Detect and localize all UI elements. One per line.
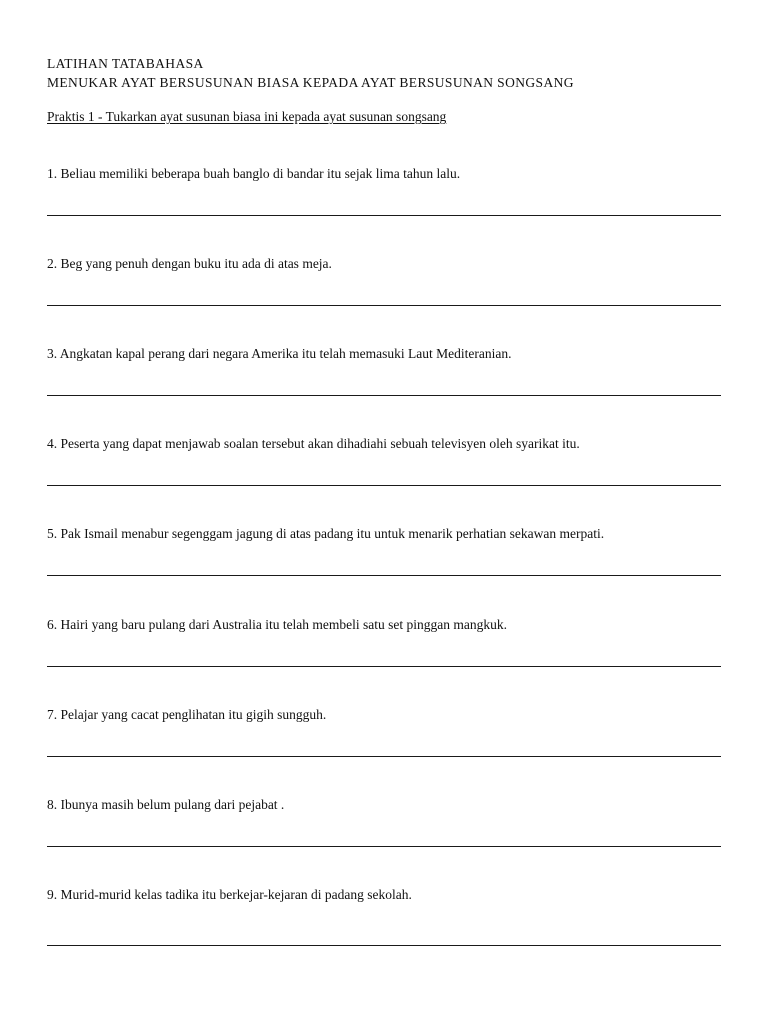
answer-line[interactable]	[47, 395, 721, 396]
question-text: 8. Ibunya masih belum pulang dari pejabat .	[47, 797, 285, 812]
question-text: 3. Angkatan kapal perang dari negara Amerika itu telah memasuki Laut Mediteranian.	[47, 346, 512, 361]
practice-instruction: Praktis 1 - Tukarkan ayat susunan biasa ini kepada ayat susunan songsang	[47, 109, 447, 124]
question-item	[47, 526, 721, 586]
question-text: 9. Murid-murid kelas tadika itu berkejar-kejaran di padang sekolah.	[47, 887, 412, 902]
answer-line[interactable]	[47, 756, 721, 757]
answer-line[interactable]	[47, 666, 721, 667]
question-item	[47, 346, 721, 406]
question-item	[47, 617, 721, 677]
worksheet-title: LATIHAN TATABAHASA	[47, 56, 204, 71]
worksheet-subtitle: MENUKAR AYAT BERSUSUNAN BIASA KEPADA AYAT BERSUSUNAN SONGSANG	[47, 75, 574, 90]
question-item	[47, 887, 721, 957]
answer-line[interactable]	[47, 215, 721, 216]
question-text: 4. Peserta yang dapat menjawab soalan tersebut akan dihadiahi sebuah televisyen oleh syarikat itu.	[47, 436, 580, 451]
question-text: 1. Beliau memiliki beberapa buah banglo di bandar itu sejak lima tahun lalu.	[47, 166, 461, 181]
question-item	[47, 436, 721, 496]
answer-line[interactable]	[47, 305, 721, 306]
question-text: 5. Pak Ismail menabur segenggam jagung di atas padang itu untuk menarik perhatian sekawan merpati.	[47, 526, 605, 541]
question-item	[47, 707, 721, 767]
answer-line[interactable]	[47, 485, 721, 486]
question-item	[47, 797, 721, 857]
answer-line[interactable]	[47, 945, 721, 946]
question-item	[47, 256, 721, 316]
question-text: 2. Beg yang penuh dengan buku itu ada di atas meja.	[47, 256, 332, 271]
question-item	[47, 166, 721, 226]
answer-line[interactable]	[47, 575, 721, 576]
question-text: 6. Hairi yang baru pulang dari Australia itu telah membeli satu set pinggan mangkuk.	[47, 617, 508, 632]
answer-line[interactable]	[47, 846, 721, 847]
question-text: 7. Pelajar yang cacat penglihatan itu gigih sungguh.	[47, 707, 327, 722]
